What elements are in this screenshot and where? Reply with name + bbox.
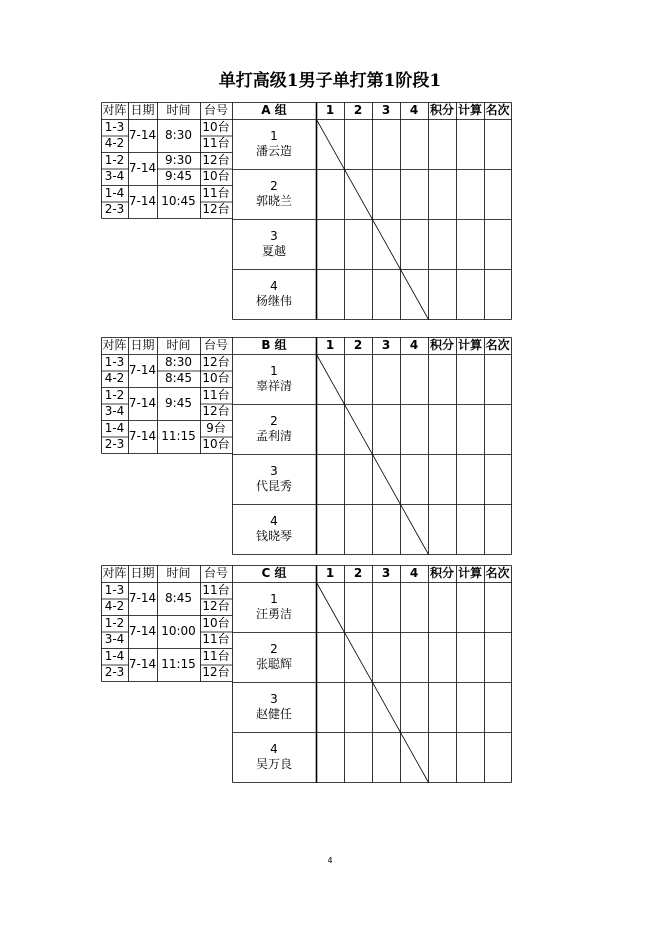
col-3-header: 3 bbox=[381, 338, 391, 352]
match-time: 10:45 bbox=[161, 194, 196, 208]
time-header: 时间 bbox=[166, 103, 191, 117]
player-name: 夏越 bbox=[261, 244, 286, 258]
player-cell bbox=[232, 354, 316, 404]
player-number: 3 bbox=[270, 692, 278, 706]
rank-header: 名次 bbox=[485, 103, 510, 117]
col-1-header: 1 bbox=[325, 338, 335, 352]
player-cell bbox=[232, 582, 316, 632]
matchup-pair: 4-2 bbox=[104, 599, 125, 614]
player-number: 1 bbox=[270, 129, 278, 143]
matchup-pair: 2-3 bbox=[104, 437, 125, 452]
match-time: 8:45 bbox=[165, 591, 192, 605]
player-name: 汪勇洁 bbox=[255, 607, 292, 621]
player-name: 孟利清 bbox=[255, 429, 292, 443]
matchup-pair: 1-3 bbox=[104, 582, 125, 597]
player-cell bbox=[232, 454, 316, 504]
col-1-header: 1 bbox=[325, 103, 335, 117]
matchup-pair: 1-4 bbox=[104, 185, 125, 200]
player-number: 2 bbox=[270, 179, 278, 193]
player-cell bbox=[232, 504, 316, 554]
table-number: 11台 bbox=[202, 136, 230, 151]
player-name: 杨继伟 bbox=[255, 294, 292, 308]
player-cell bbox=[232, 269, 316, 319]
matchup-header: 对阵 bbox=[102, 338, 127, 352]
matchup-pair: 1-4 bbox=[104, 420, 125, 435]
table-number: 9台 bbox=[206, 420, 226, 435]
table-number: 10台 bbox=[202, 119, 230, 134]
player-cell bbox=[232, 119, 316, 169]
matchup-pair: 1-2 bbox=[104, 387, 125, 402]
match-time: 11:15 bbox=[161, 657, 196, 671]
col-2-header: 2 bbox=[353, 566, 363, 580]
matchup-pair: 3-4 bbox=[104, 632, 125, 647]
player-number: 3 bbox=[270, 464, 278, 478]
match-time: 8:45 bbox=[165, 371, 192, 386]
match-date: 7-14 bbox=[128, 429, 157, 443]
player-cell bbox=[232, 732, 316, 782]
player-number: 1 bbox=[270, 364, 278, 378]
player-number: 2 bbox=[270, 414, 278, 428]
player-cell bbox=[232, 632, 316, 682]
matchup-header: 对阵 bbox=[102, 566, 127, 580]
group-b-table bbox=[101, 337, 511, 554]
player-name: 郭晓兰 bbox=[255, 194, 292, 208]
calc-header: 计算 bbox=[457, 338, 482, 352]
player-number: 3 bbox=[270, 229, 278, 243]
group-label: B 组 bbox=[261, 338, 287, 352]
group-label: C 组 bbox=[261, 566, 287, 580]
player-cell bbox=[232, 404, 316, 454]
page-title: 单打高级1男子单打第1阶段1 bbox=[218, 71, 442, 91]
player-number: 4 bbox=[270, 279, 278, 293]
time-header: 时间 bbox=[166, 566, 191, 580]
player-name: 张聪辉 bbox=[255, 657, 292, 671]
matchup-pair: 1-3 bbox=[104, 354, 125, 369]
table-number: 10台 bbox=[202, 615, 230, 630]
match-time: 10:00 bbox=[161, 624, 196, 638]
matchup-pair: 2-3 bbox=[104, 665, 125, 680]
date-header: 日期 bbox=[130, 338, 155, 352]
table-number: 10台 bbox=[202, 169, 230, 184]
table-number: 10台 bbox=[202, 437, 230, 452]
matchup-pair: 3-4 bbox=[104, 404, 125, 419]
player-name: 钱晓琴 bbox=[255, 529, 292, 543]
calc-header: 计算 bbox=[457, 103, 482, 117]
player-cell bbox=[232, 682, 316, 732]
matchup-pair: 3-4 bbox=[104, 169, 125, 184]
player-cell bbox=[232, 169, 316, 219]
col-2-header: 2 bbox=[353, 103, 363, 117]
table-number: 11台 bbox=[202, 185, 230, 200]
match-time: 9:45 bbox=[165, 396, 192, 410]
match-date: 7-14 bbox=[128, 591, 157, 605]
matchup-pair: 4-2 bbox=[104, 371, 125, 386]
match-date: 7-14 bbox=[128, 161, 157, 175]
table-number: 12台 bbox=[202, 354, 230, 369]
matchup-pair: 1-3 bbox=[104, 119, 125, 134]
player-number: 2 bbox=[270, 642, 278, 656]
table-number: 12台 bbox=[202, 404, 230, 419]
rank-header: 名次 bbox=[485, 338, 510, 352]
player-name: 赵健任 bbox=[255, 707, 292, 721]
table-number: 10台 bbox=[202, 371, 230, 386]
col-1-header: 1 bbox=[325, 566, 335, 580]
table-number: 12台 bbox=[202, 152, 230, 167]
col-3-header: 3 bbox=[381, 103, 391, 117]
points-header: 积分 bbox=[429, 566, 454, 580]
table-number: 11台 bbox=[202, 648, 230, 663]
table-header: 台号 bbox=[203, 338, 228, 352]
col-3-header: 3 bbox=[381, 566, 391, 580]
match-date: 7-14 bbox=[128, 657, 157, 671]
table-header: 台号 bbox=[203, 566, 228, 580]
table-number: 11台 bbox=[202, 387, 230, 402]
table-number: 11台 bbox=[202, 632, 230, 647]
col-4-header: 4 bbox=[409, 566, 419, 580]
table-number: 12台 bbox=[202, 665, 230, 680]
col-4-header: 4 bbox=[409, 338, 419, 352]
match-date: 7-14 bbox=[128, 194, 157, 208]
match-date: 7-14 bbox=[128, 624, 157, 638]
table-number: 11台 bbox=[202, 582, 230, 597]
matchup-pair: 4-2 bbox=[104, 136, 125, 151]
col-2-header: 2 bbox=[353, 338, 363, 352]
player-number: 1 bbox=[270, 592, 278, 606]
player-number: 4 bbox=[270, 514, 278, 528]
group-label: A 组 bbox=[261, 103, 287, 117]
match-time: 9:45 bbox=[165, 169, 192, 184]
table-number: 12台 bbox=[202, 599, 230, 614]
match-time: 9:30 bbox=[165, 152, 192, 167]
col-4-header: 4 bbox=[409, 103, 419, 117]
player-name: 辜祥清 bbox=[255, 379, 292, 393]
match-date: 7-14 bbox=[128, 363, 157, 377]
player-name: 代昆秀 bbox=[255, 479, 292, 493]
player-name: 潘云造 bbox=[255, 144, 292, 158]
table-number: 12台 bbox=[202, 202, 230, 217]
match-date: 7-14 bbox=[128, 128, 157, 142]
match-time: 11:15 bbox=[161, 429, 196, 443]
player-name: 吴万良 bbox=[255, 757, 292, 771]
matchup-pair: 1-4 bbox=[104, 648, 125, 663]
matchup-pair: 2-3 bbox=[104, 202, 125, 217]
table-header: 台号 bbox=[203, 103, 228, 117]
match-date: 7-14 bbox=[128, 396, 157, 410]
date-header: 日期 bbox=[130, 566, 155, 580]
group-c-table bbox=[101, 565, 511, 782]
matchup-pair: 1-2 bbox=[104, 152, 125, 167]
rank-header: 名次 bbox=[485, 566, 510, 580]
matchup-pair: 1-2 bbox=[104, 615, 125, 630]
time-header: 时间 bbox=[166, 338, 191, 352]
group-a-table bbox=[101, 102, 511, 319]
player-number: 4 bbox=[270, 742, 278, 756]
matchup-header: 对阵 bbox=[102, 103, 127, 117]
calc-header: 计算 bbox=[457, 566, 482, 580]
date-header: 日期 bbox=[130, 103, 155, 117]
points-header: 积分 bbox=[429, 103, 454, 117]
player-cell bbox=[232, 219, 316, 269]
page-number: 4 bbox=[327, 856, 333, 865]
match-time: 8:30 bbox=[165, 354, 192, 369]
points-header: 积分 bbox=[429, 338, 454, 352]
match-time: 8:30 bbox=[165, 128, 192, 142]
